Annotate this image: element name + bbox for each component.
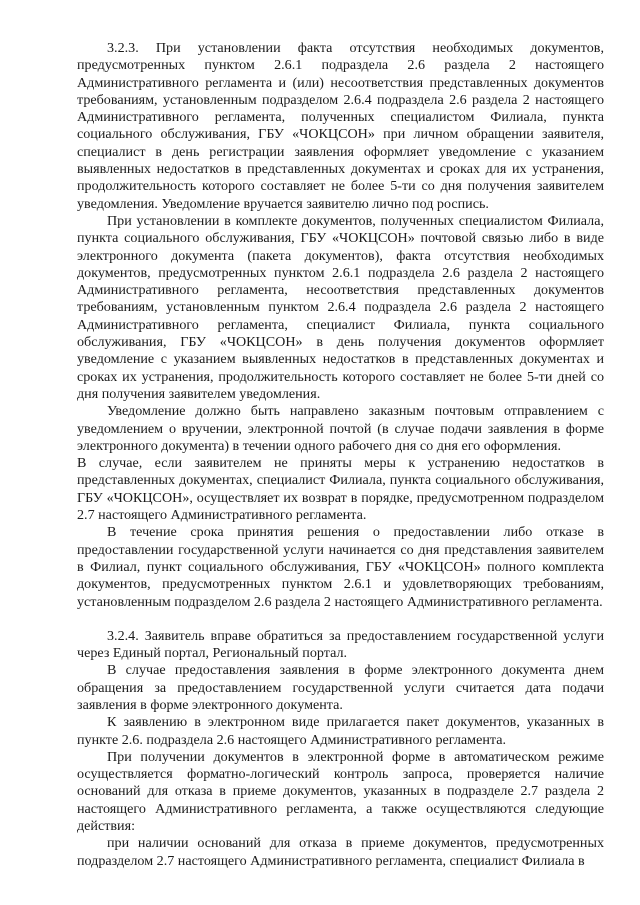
paragraph-notification-delivery: Уведомление должно быть направлено заказным почтовым отправлением с уведомлением о вручении, электронной почтой (в случае подачи заявления в форме электронного документа) в течении одного рабочего дня со дня его оформления. [77,403,604,454]
paragraph-attached-documents: К заявлению в электронном виде прилагается пакет документов, указанных в пункте 2.6. подраздела 2.6 настоящего Административного регламента. [77,714,604,748]
paragraph-electronic-application: В случае предоставления заявления в форме электронного документа днем обращения за предоставлением государственной услуги считается дата подачи заявления в форме электронного документа. [77,662,604,713]
section-spacer [77,611,604,628]
paragraph-automatic-control: При получении документов в электронной форме в автоматическом режиме осуществляется форматно-логический контроль запроса, проверяется наличие оснований для отказа в приеме документов, указанных в подразделе 2.7 раздела 2 настоящего Административного регламента, а также осуществляются следующие действия: [77,748,604,835]
paragraph-3-2-3: 3.2.3. При установлении факта отсутствия необходимых документов, предусмотренных пунктом 2.6.1 подраздела 2.6 раздела 2 настоящего Административного регламента и (или) несоответствия представленных документов требованиям, установленным подразделом 2.6.4 подраздела 2.6 раздела 2 настоящего Административного регламента, полученных специалистом Филиала, пункта социального обслуживания, ГБУ «ЧОКЦСОН» при личном обращении заявителя, специалист в день регистрации заявления оформляет уведомление с указанием выявленных недостатков в представленных документах и сроках для их устранения, продолжительность которого составляет не более 5-ти со дня получения заявителем уведомления. Уведомление вручается заявителю лично под роспись. [77,40,604,212]
paragraph-decision-term: В течение срока принятия решения о предоставлении либо отказе в предоставлении государственной услуги начинается со дня представления заявителем в Филиал, пункт социального обслуживания, ГБУ «ЧОКЦСОН» полного комплекта документов, предусмотренных пунктом 2.6.1 и удовлетворяющих требованиям, установленным подразделом 2.6 раздела 2 настоящего Административного регламента. [77,524,604,610]
paragraph-incomplete-documents: При установлении в комплекте документов, полученных специалистом Филиала, пункта социального обслуживания, ГБУ «ЧОКЦСОН» почтовой связью либо в виде электронного документа (пакета документов), факта отсутствия необходимых документов, предусмотренных пунктом 2.6.1 подраздела 2.6 раздела 2 настоящего Административного регламента, несоответствия представленных документов требованиям, установленным пунктом 2.6.4 подраздела 2.6 раздела 2 настоящего Административного регламента, специалист Филиала, пункта социального обслуживания, ГБУ «ЧОКЦСОН» в день получения документов оформляет уведомление с указанием выявленных недостатков в представленных документах и сроках их устранения, продолжительность которого составляет не более 5-ти дней со дня получения заявителем уведомления. [77,212,604,402]
document-page [77,40,604,870]
paragraph-refusal-grounds: при наличии оснований для отказа в приеме документов, предусмотренных подразделом 2.7 настоящего Административного регламента, специалист Филиала в [77,835,604,869]
paragraph-return-documents: В случае, если заявителем не приняты меры к устранению недостатков в представленных документах, специалист Филиала, пункта социального обслуживания, ГБУ «ЧОКЦСОН», осуществляет их возврат в порядке, предусмотренном подразделом 2.7 настоящего Административного регламента. [77,455,604,524]
paragraph-3-2-4: 3.2.4. Заявитель вправе обратиться за предоставлением государственной услуги через Единый портал, Региональный портал. [77,627,604,662]
